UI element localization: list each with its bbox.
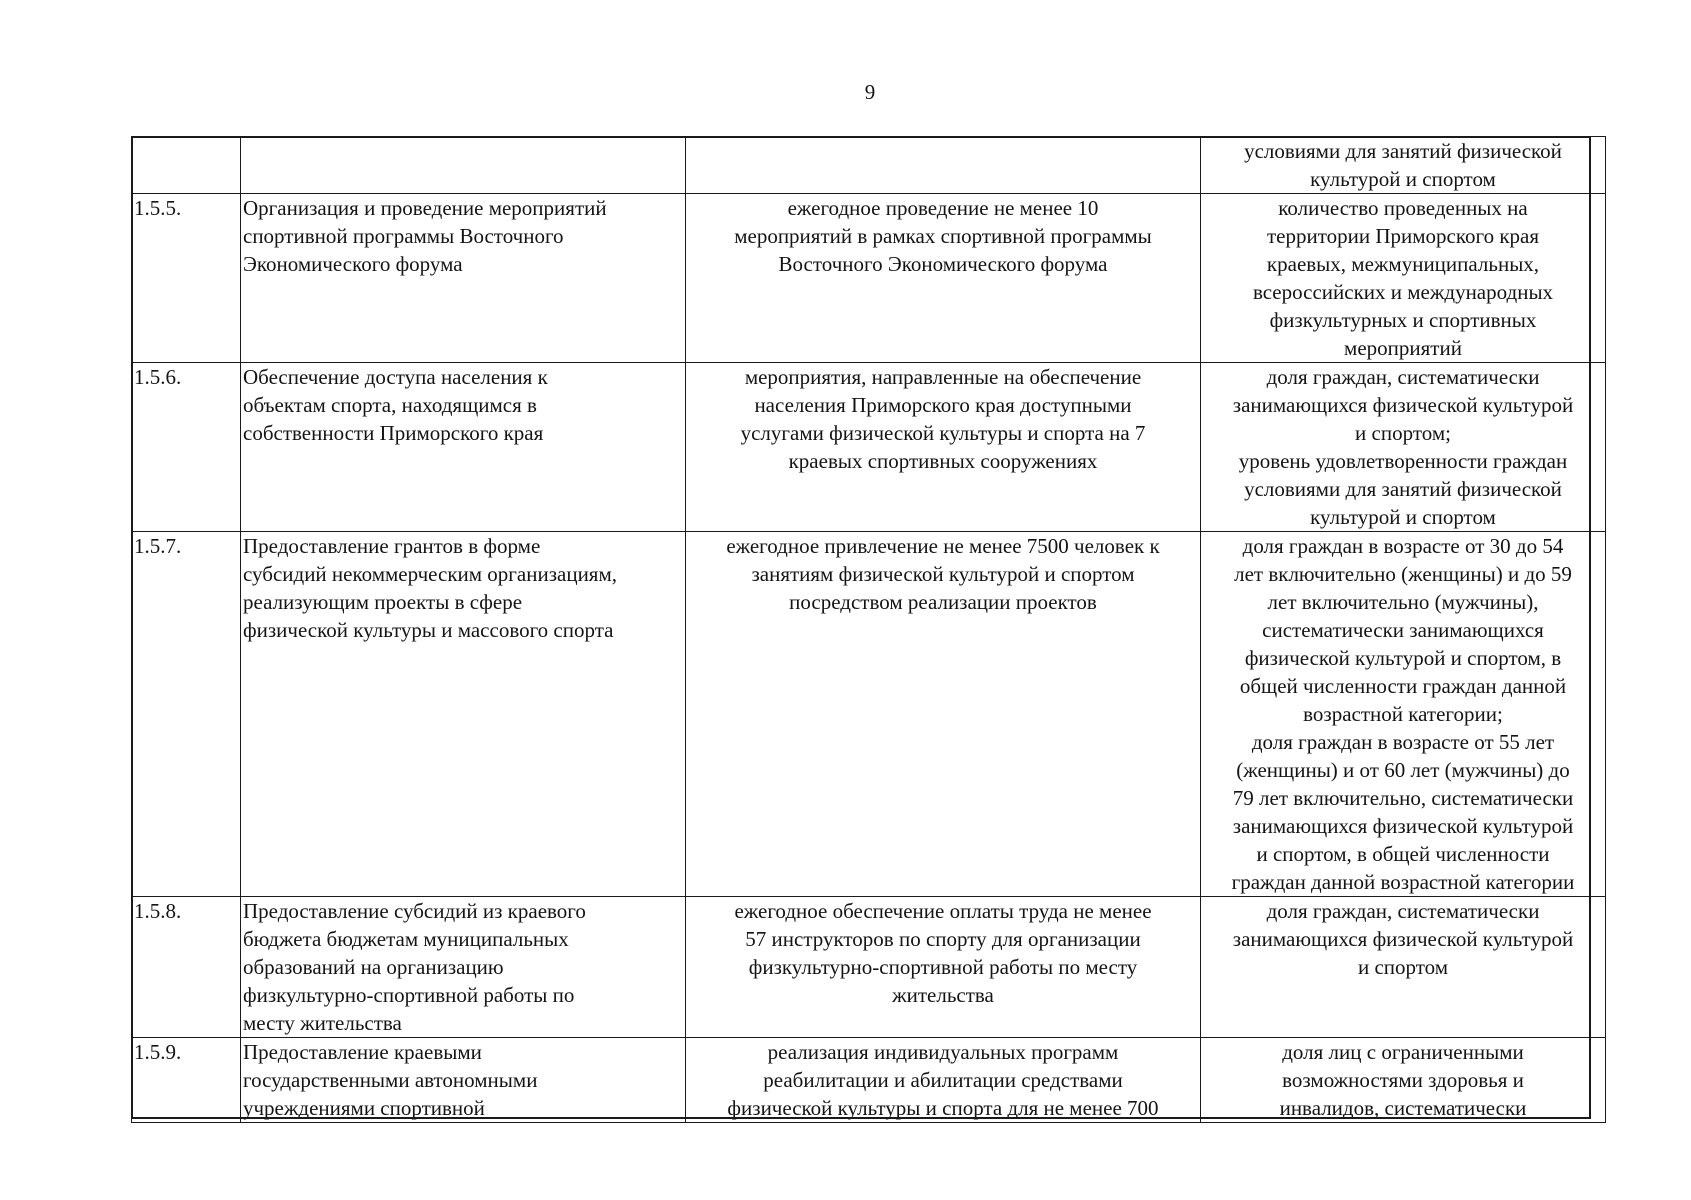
result-cell: [686, 897, 1201, 1038]
row-number: 1.5.5.: [134, 196, 182, 220]
indicator-text-line: возможностями здоровья и: [1282, 1068, 1524, 1092]
event-text-line: бюджета бюджетам муниципальных: [243, 927, 569, 951]
row-number: 1.5.7.: [134, 534, 182, 558]
table-row: [132, 137, 1606, 194]
result-text-line: мероприятий в рамках спортивной программы: [734, 224, 1152, 248]
result-text-line: 57 инструкторов по спорту для организации: [745, 927, 1141, 951]
row-number: 1.5.9.: [134, 1040, 182, 1064]
result-text-line: краевых спортивных сооружениях: [788, 449, 1098, 473]
row-number: 1.5.6.: [134, 365, 182, 389]
event-text-line: собственности Приморского края: [243, 421, 544, 445]
indicator-text-line: занимающихся физической культурой: [1232, 393, 1574, 417]
indicator-cell: [1201, 1038, 1606, 1123]
event-cell: [241, 897, 686, 1038]
row-number-cell: [132, 897, 241, 1038]
indicator-text-line: граждан данной возрастной категории: [1231, 870, 1575, 894]
result-cell: [686, 1038, 1201, 1123]
indicator-text-line: и спортом: [1357, 955, 1449, 979]
event-text-line: Предоставление краевыми: [243, 1040, 482, 1064]
row-number-cell: [132, 1038, 241, 1123]
result-cell: [686, 194, 1201, 363]
event-cell: [241, 194, 686, 363]
indicator-cell: [1201, 137, 1606, 194]
indicator-text-line: и спортом;: [1355, 421, 1451, 445]
indicator-text-line: доля лиц с ограниченными: [1282, 1040, 1524, 1064]
indicator-text-line: мероприятий: [1344, 336, 1462, 360]
event-text-line: учреждениями спортивной: [243, 1096, 485, 1120]
indicator-text-line: культурой и спортом: [1310, 505, 1496, 529]
indicator-text-line: всероссийских и международных: [1252, 280, 1554, 304]
indicator-text-line: 79 лет включительно, систематически: [1232, 786, 1574, 810]
table-row: [132, 532, 1606, 897]
event-text-line: Предоставление субсидий из краевого: [243, 899, 586, 923]
indicator-text-line: возрастной категории;: [1303, 702, 1503, 726]
indicator-text-line: доля граждан, систематически: [1266, 899, 1540, 923]
result-text-line: населения Приморского края доступными: [754, 393, 1132, 417]
event-text-line: образований на организацию: [243, 955, 504, 979]
result-text-line: Восточного Экономического форума: [778, 252, 1108, 276]
indicator-text-line: территории Приморского края: [1266, 224, 1540, 248]
table-body: [132, 137, 1606, 1123]
program-activities-table: [131, 136, 1606, 1123]
indicator-text-line: доля граждан в возрасте от 55 лет: [1251, 730, 1555, 754]
indicator-text-line: физической культурой и спортом, в: [1244, 646, 1562, 670]
event-text-line: Предоставление грантов в форме: [243, 534, 541, 558]
result-text-line: жительства: [892, 983, 994, 1007]
indicator-text-line: систематически занимающихся: [1262, 618, 1544, 642]
indicator-text-line: доля граждан, систематически: [1266, 365, 1540, 389]
table-row: [132, 363, 1606, 532]
indicator-text-line: лет включительно (женщины) и до 59: [1234, 562, 1572, 586]
indicator-text-line: уровень удовлетворенности граждан: [1238, 449, 1568, 473]
indicator-text-line: лет включительно (мужчины),: [1267, 590, 1539, 614]
event-cell: [241, 1038, 686, 1123]
event-text-line: физкультурно-спортивной работы по: [243, 983, 575, 1007]
event-text-line: спортивной программы Восточного: [243, 224, 564, 248]
indicator-text-line: и спортом, в общей численности: [1256, 842, 1550, 866]
result-text-line: физической культуры и спорта для не менее 700: [727, 1096, 1159, 1120]
result-text-line: физкультурно-спортивной работы по месту: [748, 955, 1138, 979]
indicator-text-line: краевых, межмуниципальных,: [1266, 252, 1540, 276]
row-number-cell: [132, 137, 241, 194]
indicator-text-line: инвалидов, систематически: [1279, 1096, 1527, 1120]
result-text-line: ежегодное проведение не менее 10: [787, 196, 1099, 220]
row-number-cell: [132, 363, 241, 532]
result-cell: [686, 137, 1201, 194]
indicator-text-line: доля граждан в возрасте от 30 до 54: [1242, 534, 1564, 558]
event-text-line: физической культуры и массового спорта: [243, 618, 614, 642]
indicator-cell: [1201, 363, 1606, 532]
row-number-cell: [132, 194, 241, 363]
result-text-line: занятиям физической культурой и спортом: [751, 562, 1135, 586]
indicator-text-line: общей численности граждан данной: [1239, 674, 1567, 698]
event-text-line: Организация и проведение мероприятий: [243, 196, 607, 220]
indicator-cell: [1201, 897, 1606, 1038]
event-text-line: объектам спорта, находящимся в: [243, 393, 537, 417]
indicator-text-line: условиями для занятий физической: [1244, 139, 1562, 163]
table-row: [132, 897, 1606, 1038]
event-text-line: субсидий некоммерческим организациям,: [243, 562, 618, 586]
result-text-line: мероприятия, направленные на обеспечение: [744, 365, 1142, 389]
event-cell: [241, 363, 686, 532]
result-text-line: ежегодное привлечение не менее 7500 человек к: [726, 534, 1160, 558]
event-text-line: Экономического форума: [243, 252, 463, 276]
indicator-text-line: культурой и спортом: [1310, 167, 1496, 191]
result-text-line: посредством реализации проектов: [789, 590, 1097, 614]
result-text-line: услугами физической культуры и спорта на 7: [740, 421, 1146, 445]
event-text-line: Обеспечение доступа населения к: [243, 365, 548, 389]
indicator-text-line: занимающихся физической культурой: [1232, 927, 1574, 951]
event-text-line: государственными автономными: [243, 1068, 538, 1092]
row-number: 1.5.8.: [134, 899, 182, 923]
indicator-cell: [1201, 194, 1606, 363]
event-cell: [241, 532, 686, 897]
result-cell: [686, 532, 1201, 897]
indicator-text-line: условиями для занятий физической: [1244, 477, 1562, 501]
table-row: [132, 1038, 1606, 1123]
indicator-cell: [1201, 532, 1606, 897]
result-text-line: реабилитации и абилитации средствами: [763, 1068, 1123, 1092]
indicator-text-line: (женщины) и от 60 лет (мужчины) до: [1236, 758, 1570, 782]
result-text-line: реализация индивидуальных программ: [767, 1040, 1119, 1064]
result-text-line: ежегодное обеспечение оплаты труда не менее: [734, 899, 1152, 923]
event-cell: [241, 137, 686, 194]
indicator-text-line: занимающихся физической культурой: [1232, 814, 1574, 838]
row-number-cell: [132, 532, 241, 897]
table-row: [132, 194, 1606, 363]
event-text-line: реализующим проекты в сфере: [243, 590, 523, 614]
indicator-text-line: количество проведенных на: [1278, 196, 1528, 220]
result-cell: [686, 363, 1201, 532]
event-text-line: месту жительства: [243, 1011, 402, 1035]
page-number: 9: [864, 80, 876, 104]
indicator-text-line: физкультурных и спортивных: [1269, 308, 1537, 332]
